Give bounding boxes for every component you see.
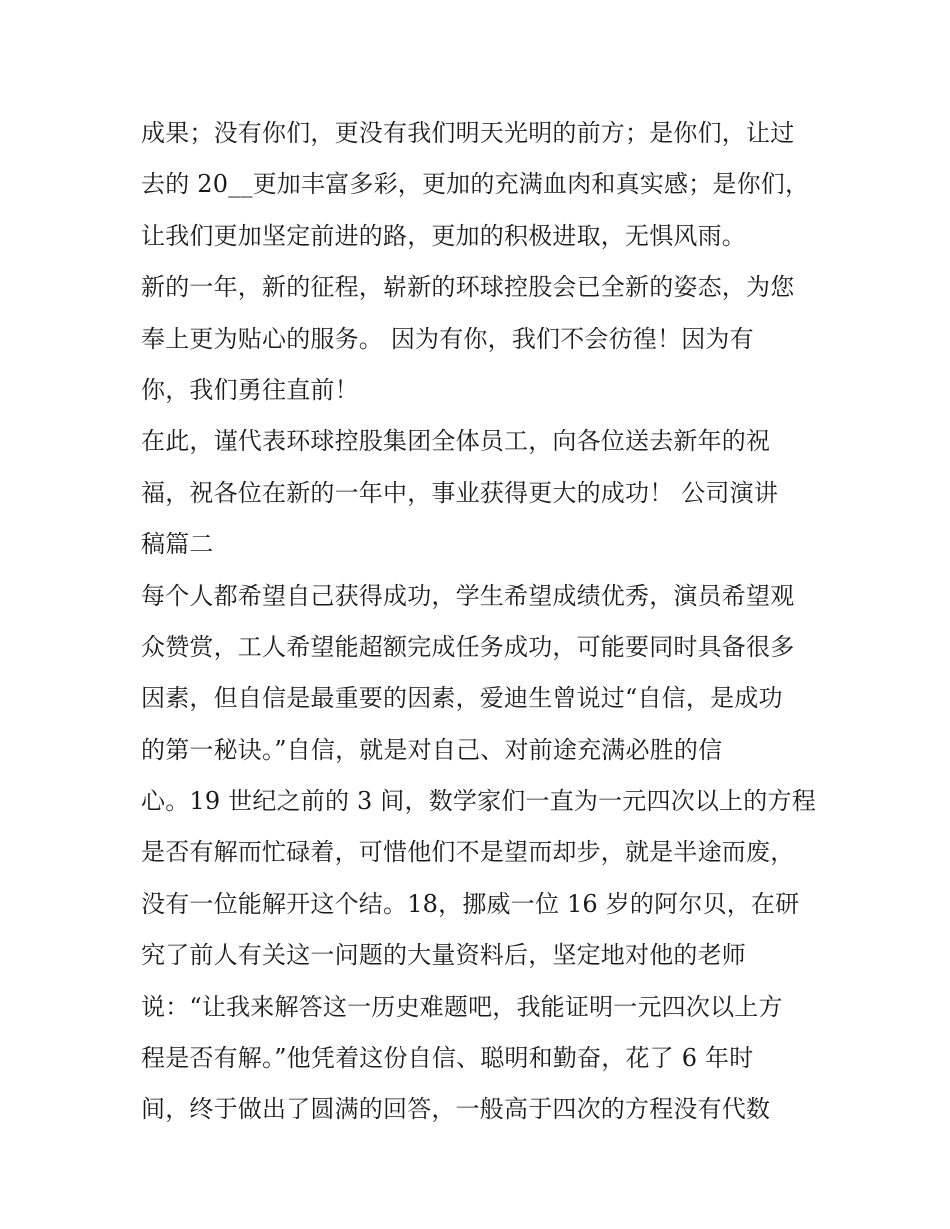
text-line: 成果；没有你们，更没有我们明天光明的前方；是你们，让过	[141, 119, 795, 147]
text-line: 说：“让我来解答这一历史难题吧，我能证明一元四次以上方	[141, 992, 783, 1021]
text-line: 每个人都希望自己获得成功，学生希望成绩优秀，演员希望观	[141, 581, 795, 610]
text-line: 心。19 世纪之前的 3 间，数学家们一直为一元四次以上的方程	[141, 787, 816, 816]
text-line: 的第一秘诀。”自信，就是对自己、对前途充满必胜的信	[141, 735, 723, 764]
body-text	[141, 108, 831, 1136]
text-line: 新的一年，新的征程，崭新的环球控股会已全新的姿态，为您	[141, 273, 795, 302]
section-heading: 稿篇二	[141, 530, 214, 559]
text-line: 在此，谨代表环球控股集团全体员工，向各位送去新年的祝	[141, 427, 771, 456]
text-line: 因素，但自信是最重要的因素，爱迪生曾说过“自信，是成功	[141, 684, 783, 713]
text-line: 奉上更为贴心的服务。 因为有你，我们不会彷徨！因为有	[141, 324, 754, 353]
text-line: 是否有解而忙碌着，可惜他们不是望而却步，就是半途而废，	[141, 838, 795, 867]
text-line: 你，我们勇往直前！	[141, 375, 359, 404]
text-line: 去的 20__更加丰富多彩，更加的充满血肉和真实感；是你们，	[141, 170, 810, 199]
text-line: 究了前人有关这一问题的大量资料后，坚定地对他的老师	[141, 941, 746, 970]
text-line: 没有一位能解开这个结。18，挪威一位 16 岁的阿尔贝，在研	[141, 889, 800, 918]
text-line: 程是否有解。”他凭着这份自信、聪明和勤奋，花了 6 年时	[141, 1044, 754, 1073]
text-line: 间，终于做出了圆满的回答，一般高于四次的方程没有代数	[141, 1095, 771, 1124]
text-line: 让我们更加坚定前进的路，更加的积极进取，无惧风雨。	[141, 221, 746, 250]
text-line: 众赞赏，工人希望能超额完成任务成功，可能要同时具备很多	[141, 632, 795, 661]
text-line: 福，祝各位在新的一年中，事业获得更大的成功！ 公司演讲	[141, 478, 779, 507]
